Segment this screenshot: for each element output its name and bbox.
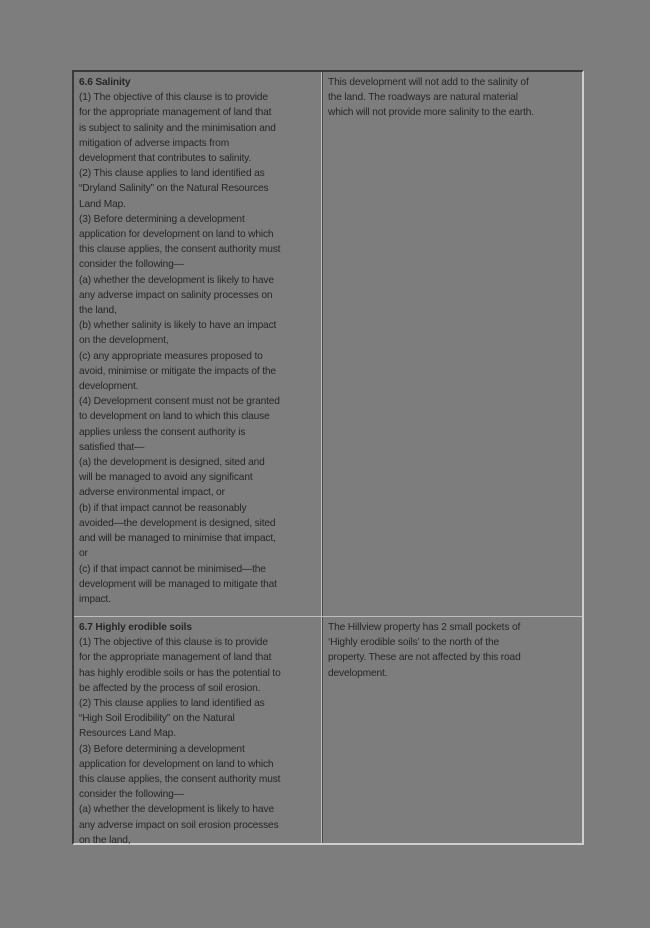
response-text [328,75,575,121]
text-line: (a) whether the development is likely to have [79,274,274,286]
text-line: is subject to salinity and the minimisation and [79,122,276,134]
text-line: any adverse impact on salinity processes on [79,289,273,301]
text-line: property. These are not affected by this road [328,652,521,664]
text-line: avoided—the development is designed, sited [79,517,276,529]
text-line: to development on land to which this clause [79,411,270,423]
text-line: This development will not add to the salinity of [328,77,529,88]
text-line: (3) Before determining a development [79,743,245,755]
clause-heading: 6.6 Salinity [79,77,131,88]
text-line: (c) if that impact cannot be minimised—the [79,563,266,575]
text-line: consider the following— [79,259,184,271]
text-line: “High Soil Erodibility” on the Natural [79,713,235,725]
clause-text [79,90,316,607]
response-text [328,620,575,681]
text-line: development. [79,381,139,393]
text-line: on the development, [79,335,169,347]
table-row-erodible-soils [74,616,582,846]
text-line: (1) The objective of this clause is to provide [79,92,268,104]
text-line: application for development on land to which [79,758,274,770]
text-line: the land, [79,305,117,317]
text-line: any adverse impact on soil erosion processes [79,819,279,831]
text-line: (1) The objective of this clause is to provide [79,637,268,649]
text-line: development will be managed to mitigate that [79,578,277,590]
text-line: (a) whether the development is likely to have [79,804,274,816]
text-line: will be managed to avoid any significant [79,472,253,484]
response-cell [322,617,580,843]
text-line: (b) whether salinity is likely to have an impact [79,320,277,332]
text-line: for the appropriate management of land that [79,652,272,664]
text-line: (b) if that impact cannot be reasonably [79,502,247,514]
text-line: this clause applies, the consent authority must [79,244,281,256]
text-line: has highly erodible soils or has the potential to [79,667,281,679]
text-line: applies unless the consent authority is [79,426,246,438]
text-line: or [79,548,88,560]
clause-text [79,635,316,848]
text-line: this clause applies, the consent authority must [79,774,281,786]
text-line: The Hillview property has 2 small pockets of [328,622,521,633]
text-line: be affected by the process of soil erosion. [79,682,261,694]
text-line: on the land, [79,834,131,846]
text-line: (2) This clause applies to land identified as [79,168,265,180]
text-line: (4) Development consent must not be granted [79,396,280,408]
text-line: mitigation of adverse impacts from [79,137,230,149]
text-line: development that contributes to salinity. [79,153,252,165]
text-line: (3) Before determining a development [79,213,245,225]
text-line: development. [328,667,388,679]
text-line: ‘Highly erodible soils’ to the north of the [328,637,499,649]
clause-heading: 6.7 Highly erodible soils [79,622,192,633]
clause-cell [74,617,322,846]
text-line: which will not provide more salinity to the earth. [328,107,534,119]
text-line: the land. The roadways are natural material [328,92,518,104]
text-line: (c) any appropriate measures proposed to [79,350,263,362]
clause-compliance-table [72,70,584,845]
text-line: impact. [79,593,111,605]
text-line: and will be managed to minimise that impact, [79,533,276,545]
text-line: (2) This clause applies to land identified as [79,698,265,710]
text-line: for the appropriate management of land that [79,107,272,119]
response-cell [322,72,580,616]
text-line: satisfied that— [79,441,145,453]
clause-cell [74,72,322,616]
text-line: consider the following— [79,789,184,801]
text-line: adverse environmental impact, or [79,487,225,499]
text-line: “Dryland Salinity” on the Natural Resources [79,183,269,195]
text-line: application for development on land to which [79,229,274,241]
text-line: avoid, minimise or mitigate the impacts of the [79,365,276,377]
text-line: (a) the development is designed, sited and [79,457,265,469]
text-line: Land Map. [79,198,126,210]
table-row-salinity [74,72,582,616]
text-line: Resources Land Map. [79,728,176,740]
